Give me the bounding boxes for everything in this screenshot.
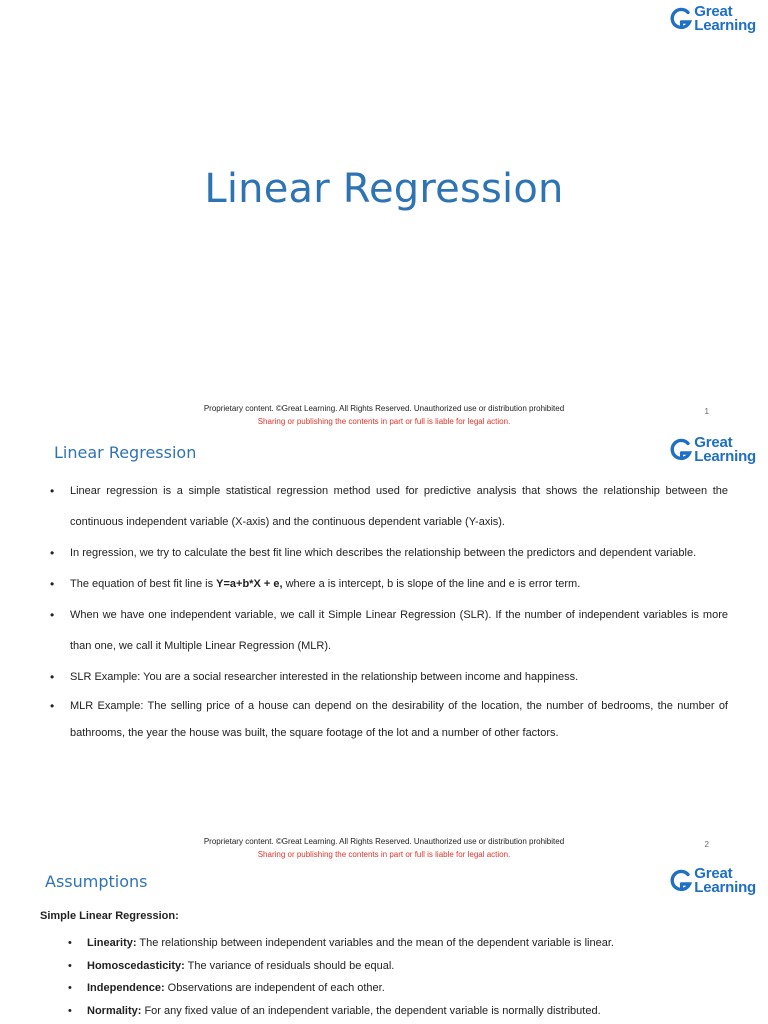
assumption-desc: For any fixed value of an independent variable, the dependent variable is normally distributed. — [141, 1004, 601, 1017]
logo-word-great: Great — [694, 434, 733, 451]
assumption-desc: The relationship between independent variables and the mean of the dependent variable is linear. — [136, 937, 614, 949]
slide-footer — [0, 835, 768, 861]
slide-title: Assumptions — [45, 872, 148, 891]
equation-formula: Y=a+b*X + e, — [216, 578, 283, 590]
assumption-item-normality — [66, 1000, 736, 1023]
assumption-desc: The variance of residuals should be equal. — [184, 959, 395, 972]
assumption-term: Normality: — [87, 1004, 142, 1017]
legal-notice: Sharing or publishing the contents in part or full is liable for legal action. — [257, 850, 511, 859]
slide-3 — [0, 860, 768, 1024]
great-learning-logo — [670, 867, 756, 895]
proprietary-notice: Proprietary content. ©Great Learning. All Rights Reserved. Unauthorized use or distribution prohibited — [203, 404, 565, 413]
legal-notice: Sharing or publishing the contents in part or full is liable for legal action. — [257, 417, 511, 426]
assumption-item-linearity — [66, 932, 736, 955]
bullet-item: • Linear regression is a simple statistical regression method used for predictive analysis that shows the relationship between the continuous independent variable (X-axis) and the continuous dependent variable (Y-axis). — [48, 476, 728, 538]
great-learning-logo — [670, 5, 756, 33]
slide-2 — [0, 430, 768, 860]
bullet-item: • SLR Example: You are a social researcher interested in the relationship between income and happiness. — [48, 662, 728, 693]
equation-explanation: where a is intercept, b is slope of the line and e is error term. — [282, 578, 581, 590]
logo-word-learning: Learning — [694, 448, 756, 465]
logo-word-great: Great — [694, 865, 733, 882]
great-learning-g-icon — [670, 438, 692, 462]
logo-word-learning: Learning — [694, 17, 756, 34]
assumption-term: Homoscedasticity: — [87, 959, 185, 972]
bullet-list — [48, 476, 728, 747]
proprietary-notice: Proprietary content. ©Great Learning. All Rights Reserved. Unauthorized use or distribution prohibited — [203, 837, 565, 846]
slide-title: Linear Regression — [204, 166, 564, 212]
great-learning-g-icon — [670, 869, 692, 893]
logo-word-learning: Learning — [694, 879, 756, 896]
assumption-item-independence — [66, 977, 736, 1000]
logo-word-great: Great — [694, 3, 733, 20]
great-learning-g-icon — [670, 7, 692, 31]
page-number: 1 — [704, 407, 709, 416]
great-learning-logo — [670, 436, 756, 464]
slide-footer — [0, 402, 768, 428]
assumption-list — [66, 932, 736, 1022]
bullet-item: • When we have one independent variable, we call it Simple Linear Regression (SLR). If the number of independent variables is more than one, we call it Multiple Linear Regression (MLR). — [48, 600, 728, 662]
subheading: Simple Linear Regression: — [40, 910, 179, 922]
slide-1 — [0, 0, 768, 430]
bullet-item: • MLR Example: The selling price of a house can depend on the desirability of the location, the number of bedrooms, the number of bathrooms, the year the house was built, the square footage of the lot and a number of other factors. — [48, 693, 728, 747]
assumption-term: Linearity: — [87, 937, 137, 949]
assumption-desc: Observations are independent of each other. — [164, 982, 385, 994]
slide-title: Linear Regression — [54, 443, 197, 462]
bullet-item-equation — [48, 569, 728, 600]
page-number: 2 — [704, 840, 709, 849]
equation-intro: The equation of best fit line is — [70, 578, 217, 590]
bullet-item: • In regression, we try to calculate the best fit line which describes the relationship between the predictors and dependent variable. — [48, 538, 728, 569]
assumption-item-homoscedasticity — [66, 955, 736, 978]
assumption-term: Independence: — [87, 982, 165, 994]
